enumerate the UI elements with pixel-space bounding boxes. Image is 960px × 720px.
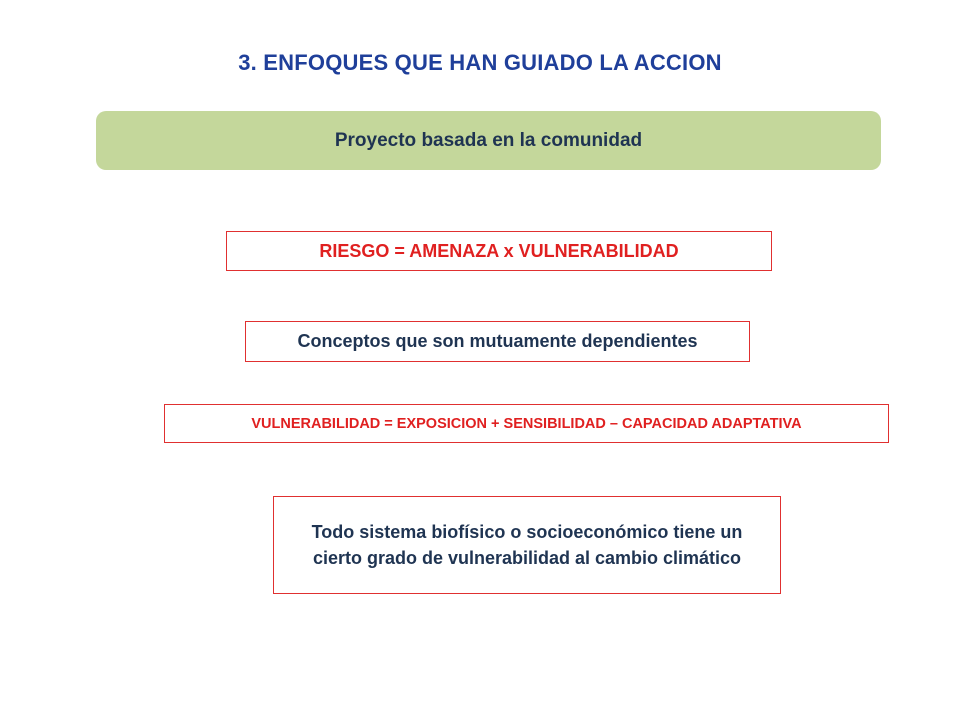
- concepts-dependency-box: Conceptos que son mutuamente dependientes: [245, 321, 750, 362]
- slide-title: 3. ENFOQUES QUE HAN GUIADO LA ACCION: [238, 50, 722, 75]
- community-project-banner: Proyecto basada en la comunidad: [96, 111, 881, 170]
- risk-formula-box: RIESGO = AMENAZA x VULNERABILIDAD: [226, 231, 772, 271]
- vulnerability-formula-box: VULNERABILIDAD = EXPOSICION + SENSIBILIDAD – CAPACIDAD ADAPTATIVA: [164, 404, 889, 443]
- system-vulnerability-statement-box: Todo sistema biofísico o socioeconómico tiene un cierto grado de vulnerabilidad al cambio climático: [273, 496, 781, 594]
